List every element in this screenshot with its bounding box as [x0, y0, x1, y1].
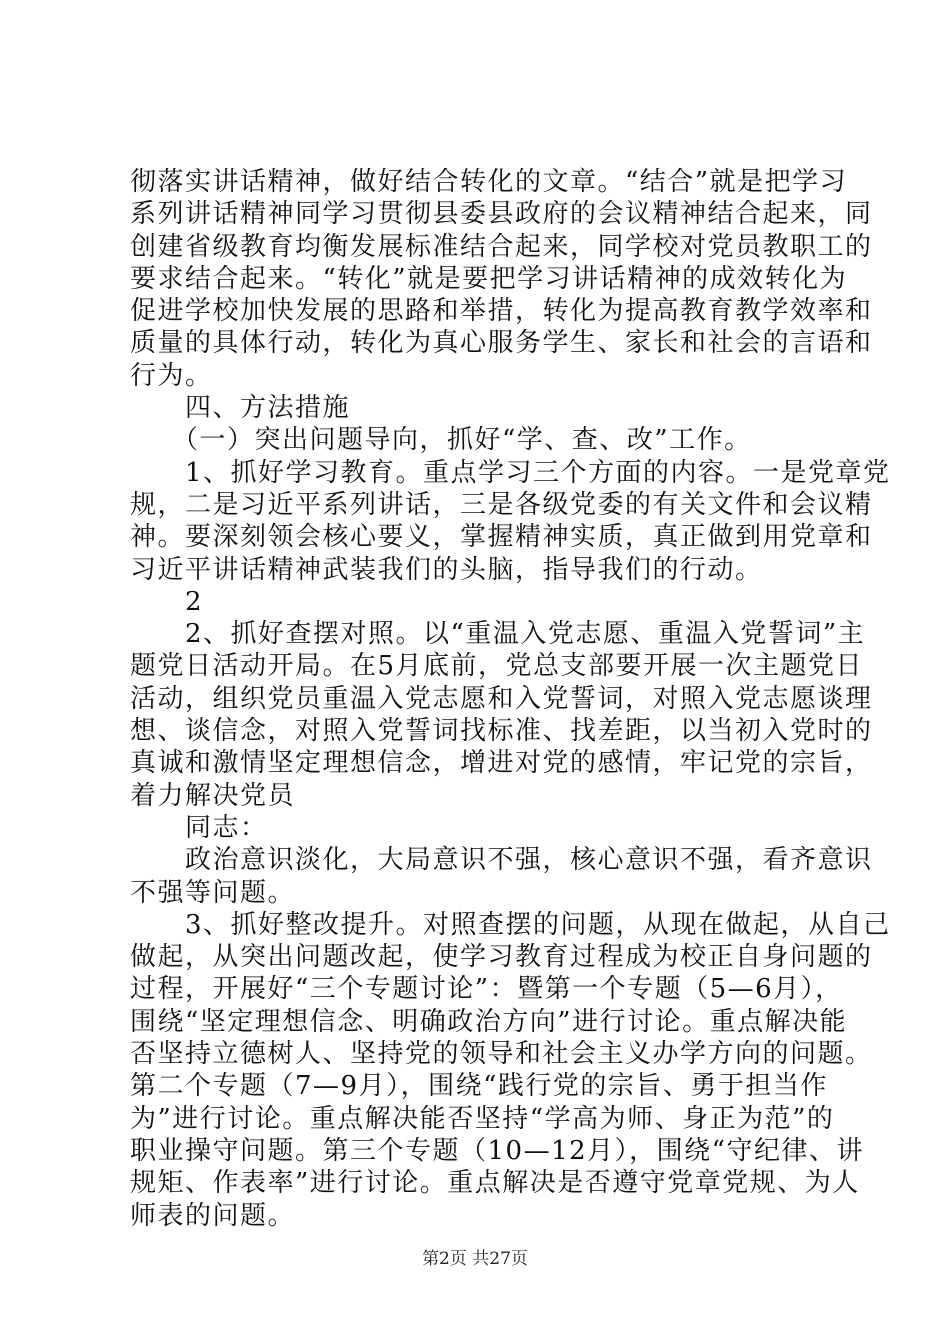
- text-line: 促进学校加快发展的思路和举措，转化为提高教育教学效率和: [130, 296, 873, 327]
- text-line: 过程，开展好“三个专题讨论”：暨第一个专题（5—6月），: [130, 974, 843, 1005]
- text-line: 行为。: [130, 360, 213, 391]
- text-line: 彻落实讲话精神，做好结合转化的文章。“结合”就是把学习: [130, 167, 848, 197]
- text-line: 第二个专题（7—9月），围绕“践行党的宗旨、勇于担当作: [130, 1071, 828, 1102]
- document-body: [130, 166, 891, 1232]
- subsection-heading: （一）突出问题导向，抓好“学、查、改”工作。: [130, 425, 752, 456]
- text-line: 系列讲话精神同学习贯彻县委县政府的会议精神结合起来，同: [130, 199, 873, 230]
- section-heading: 四、方法措施: [130, 393, 351, 424]
- text-line: 师表的问题。: [130, 1200, 296, 1231]
- text-line: 题党日活动开局。在5月底前，党总支部要开展一次主题党日: [130, 651, 864, 682]
- page-number-label: 第2页 共27页: [422, 1249, 528, 1269]
- text-line: 2、抓好查摆对照。以“重温入党志愿、重温入党誓词”主: [130, 619, 866, 650]
- text-line: 质量的具体行动，转化为真心服务学生、家长和社会的言语和: [130, 328, 873, 359]
- text-line: 不强等问题。: [130, 877, 296, 908]
- text-line: 1、抓好学习教育。重点学习三个方面的内容。一是党章党: [130, 457, 891, 488]
- text-line: 否坚持立德树人、坚持党的领导和社会主义办学方向的问题。: [130, 1039, 873, 1070]
- text-line: 创建省级教育均衡发展标准结合起来，同学校对党员教职工的: [130, 231, 873, 262]
- text-line: 想、谈信念，对照入党誓词找标准、找差距，以当初入党时的: [130, 716, 873, 747]
- text-line: 同志：: [130, 812, 268, 843]
- text-line: 规，二是习近平系列讲话，三是各级党委的有关文件和会议精: [130, 489, 873, 520]
- text-line: 3、抓好整改提升。对照查摆的问题，从现在做起，从自己: [130, 909, 891, 940]
- text-line: 神。要深刻领会核心要义，掌握精神实质，真正做到用党章和: [130, 522, 873, 553]
- text-line: 职业操守问题。第三个专题（10—12月），围绕“守纪律、讲: [130, 1135, 864, 1166]
- text-line: 习近平讲话精神武装我们的头脑，指导我们的行动。: [130, 554, 763, 585]
- text-line: 活动，组织党员重温入党志愿和入党誓词，对照入党志愿谈理: [130, 683, 873, 714]
- page-footer: [0, 1244, 950, 1269]
- text-line: 规矩、作表率”进行讨论。重点解决是否遵守党章党规、为人: [130, 1168, 860, 1199]
- text-line: 真诚和激情坚定理想信念，增进对党的感情，牢记党的宗旨，: [130, 748, 873, 779]
- text-line: 为”进行讨论。重点解决能否坚持“学高为师、身正为范”的: [130, 1103, 835, 1134]
- text-line: 围绕“坚定理想信念、明确政治方向”进行讨论。重点解决能: [130, 1006, 848, 1037]
- text-line: 做起，从突出问题改起，使学习教育过程成为校正自身问题的: [130, 942, 873, 973]
- text-line: 着力解决党员: [130, 780, 296, 811]
- text-line: 要求结合起来。“转化”就是要把学习讲话精神的成效转化为: [130, 263, 848, 294]
- text-line: 2: [130, 586, 204, 617]
- text-line: 政治意识淡化，大局意识不强，核心意识不强，看齐意识: [130, 845, 873, 876]
